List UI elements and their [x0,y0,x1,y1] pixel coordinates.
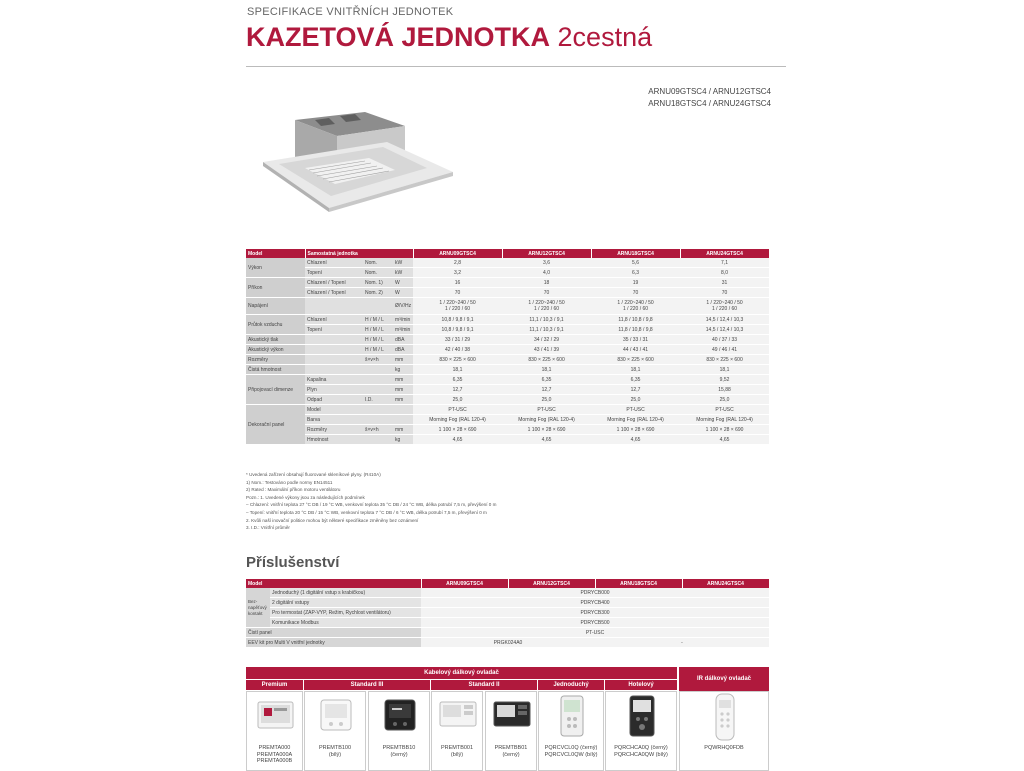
page-subtitle: SPECIFIKACE VNITŘNÍCH JEDNOTEK [247,6,454,18]
acc-row-value: PDRYCB300 [421,608,769,618]
spec-value: 43 / 41 / 39 [502,345,591,355]
spec-value: 42 / 40 / 38 [413,345,502,355]
spec-row [246,435,769,445]
acc-header-col: ARNU09GTSC4 [421,579,508,588]
controller-caption: PREMTBB10 (černý) [382,745,416,758]
spec-value: 5,6 [591,258,680,268]
spec-value: 7,1 [680,258,769,268]
spec-value: 12,7 [591,385,680,395]
controller-caption: PREMTB001 (bílý) [440,745,474,758]
spec-unit: mm [393,375,413,385]
spec-value: 6,35 [413,375,502,385]
spec-row [246,288,769,298]
spec-row [246,365,769,375]
spec-group-label: Rozměry [246,355,305,365]
spec-value: 11,8 / 10,8 / 9,8 [591,325,680,335]
acc-header-model: Model [246,579,421,588]
simple-controller-icon [539,692,605,742]
spec-value: 34 / 32 / 29 [502,335,591,345]
spec-value: 49 / 46 / 41 [680,345,769,355]
spec-group-label: Příkon [246,278,305,298]
spec-condition: H / M / L [363,335,393,345]
spec-sub-label: Topení [305,325,363,335]
spec-unit [393,415,413,425]
dry-contact-group-label: Bez-napěťový kontakt [246,588,270,628]
spec-row [246,415,769,425]
spec-value: 31 [680,278,769,288]
spec-group-label: Akustický tlak [246,335,305,345]
spec-row [246,315,769,325]
acc-row-label: 2 digitální vstupy [270,598,421,608]
footnote: 1) Nom.: Testováno podle normy EN14511 [246,479,333,485]
spec-value: 25,0 [413,395,502,405]
spec-sub-label [305,298,363,315]
spec-condition [363,298,393,315]
controller-caption: PQWRHQ0FDB [704,745,744,751]
acc-row-label: Jednoduchý (1 digitální vstup s krabičkou) [270,588,421,598]
spec-value: 830 × 225 × 600 [413,355,502,365]
spec-unit: dBA [393,335,413,345]
page-title [246,22,652,53]
controller-pqrcvcl0q [538,691,604,771]
spec-condition: H / M / L [363,325,393,335]
accessories-title: Příslušenství [246,554,340,571]
spec-row [246,375,769,385]
spec-sub-label: Chlazení / Topení [305,288,363,298]
spec-unit: W [393,278,413,288]
controller-premtbb01 [485,691,537,771]
spec-value: 35 / 33 / 31 [591,335,680,345]
controller-ir [679,691,769,771]
spec-condition [363,435,393,445]
spec-row [246,425,769,435]
spec-value: 11,1 / 10,3 / 9,1 [502,325,591,335]
spec-unit: m³/min [393,315,413,325]
spec-value: 18,1 [680,365,769,375]
spec-value: 12,7 [502,385,591,395]
spec-unit: kW [393,268,413,278]
spec-value: 830 × 225 × 600 [591,355,680,365]
spec-condition: H / M / L [363,315,393,325]
spec-value: 4,65 [413,435,502,445]
acc-row-label: Pro termostat (ZAP-VYP, Režim, Rychlost ventilátoru) [270,608,421,618]
spec-condition [363,365,393,375]
spec-value: 4,65 [680,435,769,445]
spec-value: 25,0 [591,395,680,405]
acc-header-col: ARNU24GTSC4 [682,579,769,588]
spec-unit: m³/min [393,325,413,335]
spec-unit: kW [393,258,413,268]
spec-row [246,278,769,288]
spec-condition: š×v×h [363,355,393,365]
black-controller-icon [369,692,431,742]
spec-condition [363,405,393,415]
spec-header-model: Model [246,249,305,258]
controller-caption: PQRCVCL0Q (černý) PQRCVCL0QW (bílý) [544,745,598,758]
spec-value: 70 [502,288,591,298]
spec-header-col: ARNU24GTSC4 [680,249,769,258]
spec-header-unit: Samostatná jednotka [305,249,413,258]
footnote: 3. I.D.: Vnitřní průměr [246,525,290,531]
hotel-controller-icon [606,692,678,742]
spec-value: 70 [680,288,769,298]
spec-sub-label [305,355,363,365]
spec-group-label: Výkon [246,258,305,278]
spec-unit: Ø/V/Hz [393,298,413,315]
accessories-table [246,579,770,648]
spec-row [246,385,769,395]
controller-premtb100 [304,691,366,771]
spec-unit: W [393,288,413,298]
spec-value: 1 100 × 28 × 690 [413,425,502,435]
spec-value: 2,8 [413,258,502,268]
spec-group-label: Akustický výkon [246,345,305,355]
spec-sub-label: Topení [305,268,363,278]
spec-value: 14,5 / 12,4 / 10,3 [680,325,769,335]
acc-row-value: PDRYCB500 [421,618,769,628]
spec-unit: mm [393,385,413,395]
group-standard-ii: Standard II [431,680,537,690]
spec-value: 8,0 [680,268,769,278]
spec-header-col: ARNU09GTSC4 [413,249,502,258]
spec-value: 25,0 [680,395,769,405]
eev-row-label: EEV kit pro Multi V vnitřní jednotky [246,638,421,648]
spec-condition: Nom. [363,268,393,278]
controller-premtbb10 [368,691,430,771]
spec-value: 9,52 [680,375,769,385]
spec-value: 18,1 [591,365,680,375]
group-jednoduchy: Jednoduchý [538,680,604,690]
spec-value: 4,0 [502,268,591,278]
spec-value: 830 × 225 × 600 [502,355,591,365]
spec-value: 830 × 225 × 600 [680,355,769,365]
spec-sub-label: Chlazení [305,258,363,268]
spec-unit [393,405,413,415]
eev-row-value: PRGK024A0 [421,638,595,648]
spec-value: 6,35 [502,375,591,385]
spec-condition: Nom. [363,258,393,268]
controller-caption: PQRCHCA0Q (černý) PQRCHCA0QW (bílý) [614,745,668,758]
footnote: 2. Kvůli naší inovační politice mohou být některé specifikace změněny bez oznámení [246,517,419,523]
touchscreen-controller-icon [247,692,304,742]
spec-condition: š×v×h [363,425,393,435]
wired-controller-header: Kabelový dálkový ovladač [246,667,677,679]
group-standard-iii: Standard III [304,680,430,690]
group-premium: Premium [246,680,303,690]
white-wired-controller-icon [432,692,484,742]
title-divider [246,66,786,67]
footnote: * Uvedená zařízení obsahují fluorované skleníkové plyny. (R410A) [246,472,381,477]
eev-row-dash: - [595,638,769,648]
spec-table [246,249,770,445]
spec-value: 25,0 [502,395,591,405]
spec-header-col: ARNU12GTSC4 [502,249,591,258]
spec-value: 40 / 37 / 33 [680,335,769,345]
acc-header-col: ARNU12GTSC4 [508,579,595,588]
spec-value: Morning Fog (RAL 120-4) [591,415,680,425]
spec-value: 1 / 220~240 / 50 1 / 220 / 60 [502,298,591,315]
spec-value: 70 [413,288,502,298]
spec-sub-label: Odpad [305,395,363,405]
spec-value: 16 [413,278,502,288]
spec-unit: mm [393,395,413,405]
spec-value: 12,7 [413,385,502,395]
spec-sub-label: Rozměry [305,425,363,435]
spec-unit: kg [393,365,413,375]
spec-sub-label: Chlazení / Topení [305,278,363,288]
footnote: – Chlazení: vnitřní teplota 27 °C DB / 19 °C WB, venkovní teplota 35 °C DB / 24 °C WB, délka potrubí 7,5 m, převýšení 0 m [246,502,497,508]
model-list [600,86,771,110]
spec-value: 18 [502,278,591,288]
spec-sub-label [305,335,363,345]
spec-condition: H / M / L [363,345,393,355]
spec-value: 4,65 [502,435,591,445]
spec-row [246,258,769,268]
spec-value: 1 / 220~240 / 50 1 / 220 / 60 [413,298,502,315]
spec-condition: Nom. 2) [363,288,393,298]
spec-value: PT-USC [413,405,502,415]
spec-value: 15,88 [680,385,769,395]
spec-value: 1 / 220~240 / 50 1 / 220 / 60 [680,298,769,315]
spec-header-col: ARNU18GTSC4 [591,249,680,258]
white-controller-icon [305,692,367,742]
spec-group-label: Napájení [246,298,305,315]
spec-value: 18,1 [502,365,591,375]
title-main: KAZETOVÁ JEDNOTKA [246,22,551,52]
acc-row-value: PDRYCB400 [421,598,769,608]
spec-value: 33 / 31 / 29 [413,335,502,345]
spec-sub-label [305,345,363,355]
spec-row [246,325,769,335]
spec-sub-label: Kapalina [305,375,363,385]
spec-sub-label [305,365,363,375]
spec-row [246,405,769,415]
spec-value: 1 100 × 28 × 690 [680,425,769,435]
spec-group-label: Průtok vzduchu [246,315,305,335]
spec-sub-label: Hmotnost [305,435,363,445]
spec-value: 70 [591,288,680,298]
panel-row-value: PT-USC [421,628,769,638]
spec-unit: mm [393,425,413,435]
black-wired-controller-icon [486,692,538,742]
spec-value: 19 [591,278,680,288]
spec-sub-label: Plyn [305,385,363,395]
model-list-line: ARNU18GTSC4 / ARNU24GTSC4 [648,99,771,108]
controller-caption: PREMTBB01 (černý) [494,745,528,758]
spec-value: 10,8 / 9,8 / 9,1 [413,315,502,325]
panel-row-label: Čistí panel [246,628,421,638]
spec-condition: Nom. 1) [363,278,393,288]
title-suffix: 2cestná [550,22,653,52]
ir-remote-icon [680,692,770,742]
spec-group-label: Dekorační panel [246,405,305,445]
spec-unit: mm [393,355,413,365]
spec-value: Morning Fog (RAL 120-4) [413,415,502,425]
acc-row-label: Komunikace Modbus [270,618,421,628]
spec-sub-label: Barva [305,415,363,425]
footnote: 2) Rated : Maximální příkon motoru ventilátoru [246,487,341,493]
spec-unit: kg [393,435,413,445]
spec-value: 6,35 [591,375,680,385]
spec-value: 3,6 [502,258,591,268]
controller-caption: PREMTB100 (bílý) [318,745,352,758]
spec-value: PT-USC [591,405,680,415]
acc-row-value: PDRYCB000 [421,588,769,598]
spec-sub-label: Chlazení [305,315,363,325]
spec-value: Morning Fog (RAL 120-4) [680,415,769,425]
spec-value: 1 / 220~240 / 50 1 / 220 / 60 [591,298,680,315]
footnote: Pozn.: 1. Uvedené výkony jsou za následujících podmínek [246,494,365,500]
spec-value: 18,1 [413,365,502,375]
spec-value: PT-USC [680,405,769,415]
spec-unit: dBA [393,345,413,355]
spec-row [246,345,769,355]
acc-header-col: ARNU18GTSC4 [595,579,682,588]
controller-pqrchca0q [605,691,677,771]
spec-row [246,395,769,405]
footnote: – Topení: vnitřní teplota 20 °C DB / 15 °C WB, venkovní teplota 7 °C DB / 6 °C WB, délka potrubí 7,5 m, převýšení 0 m [246,509,487,515]
spec-condition: I.D. [363,395,393,405]
spec-group-label: Čistá hmotnost [246,365,305,375]
spec-condition [363,415,393,425]
spec-value: PT-USC [502,405,591,415]
spec-row [246,298,769,315]
spec-value: Morning Fog (RAL 120-4) [502,415,591,425]
spec-value: 1 100 × 28 × 690 [502,425,591,435]
ir-controller-header: IR dálkový ovladač [679,667,769,691]
spec-condition [363,385,393,395]
controller-premtb001 [431,691,483,771]
model-list-line: ARNU09GTSC4 / ARNU12GTSC4 [648,87,771,96]
cassette-unit-image [245,108,460,238]
spec-sub-label: Model [305,405,363,415]
spec-value: 1 100 × 28 × 690 [591,425,680,435]
spec-value: 6,3 [591,268,680,278]
spec-value: 44 / 43 / 41 [591,345,680,355]
footnotes [246,471,496,532]
spec-value: 14,5 / 12,4 / 10,3 [680,315,769,325]
spec-value: 4,65 [591,435,680,445]
spec-condition [363,375,393,385]
spec-value: 11,8 / 10,8 / 9,8 [591,315,680,325]
group-hotelovy: Hotelový [605,680,677,690]
spec-table-body [246,258,769,445]
spec-row [246,355,769,365]
spec-value: 11,1 / 10,3 / 9,1 [502,315,591,325]
controller-caption: PREMTA000 PREMTA000A PREMTA000B [256,745,293,764]
spec-row [246,335,769,345]
spec-value: 10,8 / 9,8 / 9,1 [413,325,502,335]
spec-value: 3,2 [413,268,502,278]
spec-row [246,268,769,278]
spec-group-label: Připojovací dimenze [246,375,305,405]
